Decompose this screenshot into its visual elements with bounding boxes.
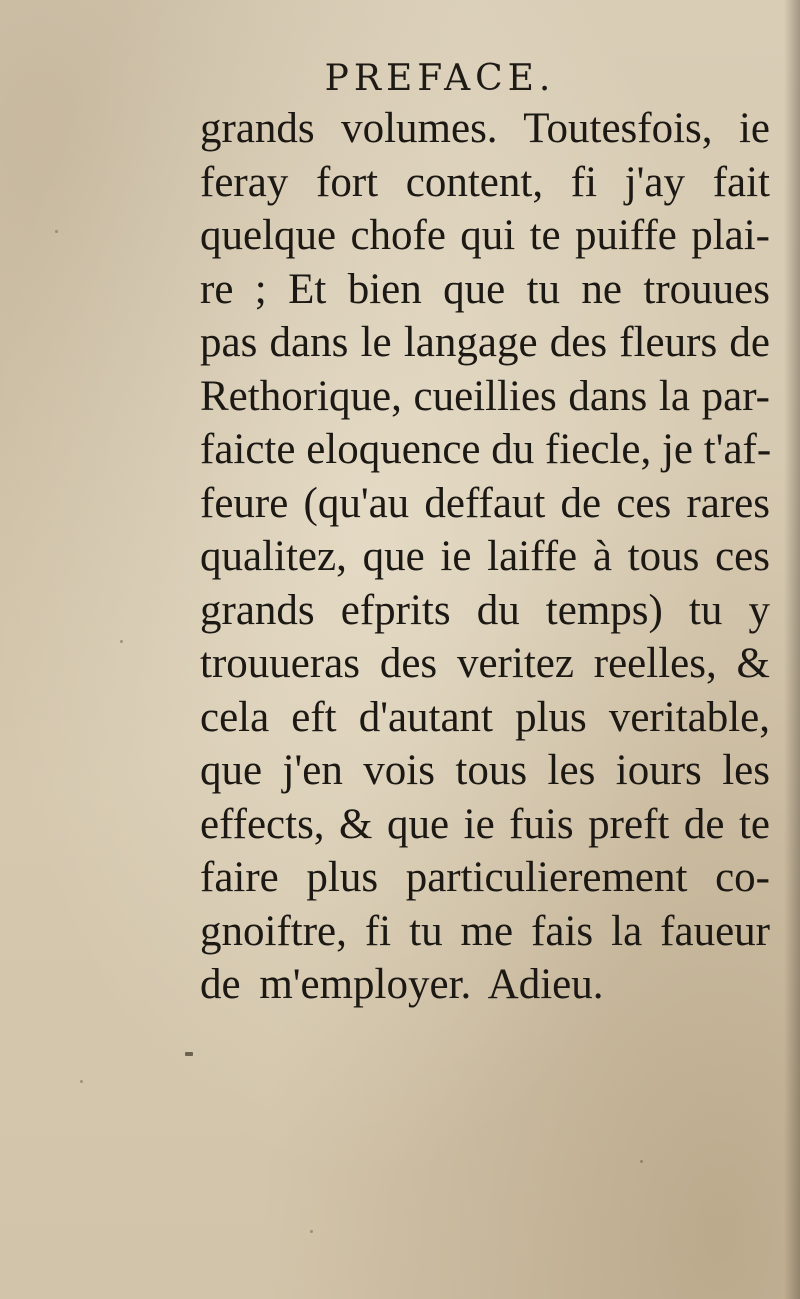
body-text xyxy=(200,102,770,1012)
paper-speck xyxy=(55,230,58,233)
text-line: cela eft d'autant plus veritable, xyxy=(200,693,770,741)
text-line: qualitez, que ie laiffe à tous ces xyxy=(200,533,770,580)
text-line: re ; Et bien que tu ne trouues xyxy=(200,265,770,313)
text-line: quelque chofe qui te puiffe plai- xyxy=(200,212,770,259)
paper-speck xyxy=(310,1230,313,1233)
text-line: grands volumes. Toutesfois, ie xyxy=(200,105,770,152)
text-line: effects, & que ie fuis preft de te xyxy=(200,800,770,848)
paper-speck xyxy=(120,640,123,643)
text-line: pas dans le langage des fleurs de xyxy=(200,319,770,366)
text-line: feray fort content, fi j'ay fait xyxy=(200,158,770,206)
text-line: grands efprits du temps) tu y xyxy=(200,586,770,634)
text-line: faire plus particulierement co- xyxy=(200,854,770,901)
text-line: faicte eloquence du fiecle, je t'af- xyxy=(200,426,772,473)
text-line-last: de m'employer. Adieu. xyxy=(200,961,604,1008)
text-line: feure (qu'au deffaut de ces rares xyxy=(200,479,770,527)
text-line: gnoiftre, fi tu me fais la faueur xyxy=(200,907,770,955)
paper-speck xyxy=(640,1160,643,1163)
text-line: Rethorique, cueillies dans la par- xyxy=(200,372,770,420)
text-line: trouueras des veritez reelles, & xyxy=(200,640,770,687)
page-edge-shadow xyxy=(784,0,800,1299)
paper-speck xyxy=(185,1052,193,1056)
page-header: PREFACE. xyxy=(324,58,556,99)
text-line: que j'en vois tous les iours les xyxy=(200,747,770,794)
paper-speck xyxy=(80,1080,83,1083)
